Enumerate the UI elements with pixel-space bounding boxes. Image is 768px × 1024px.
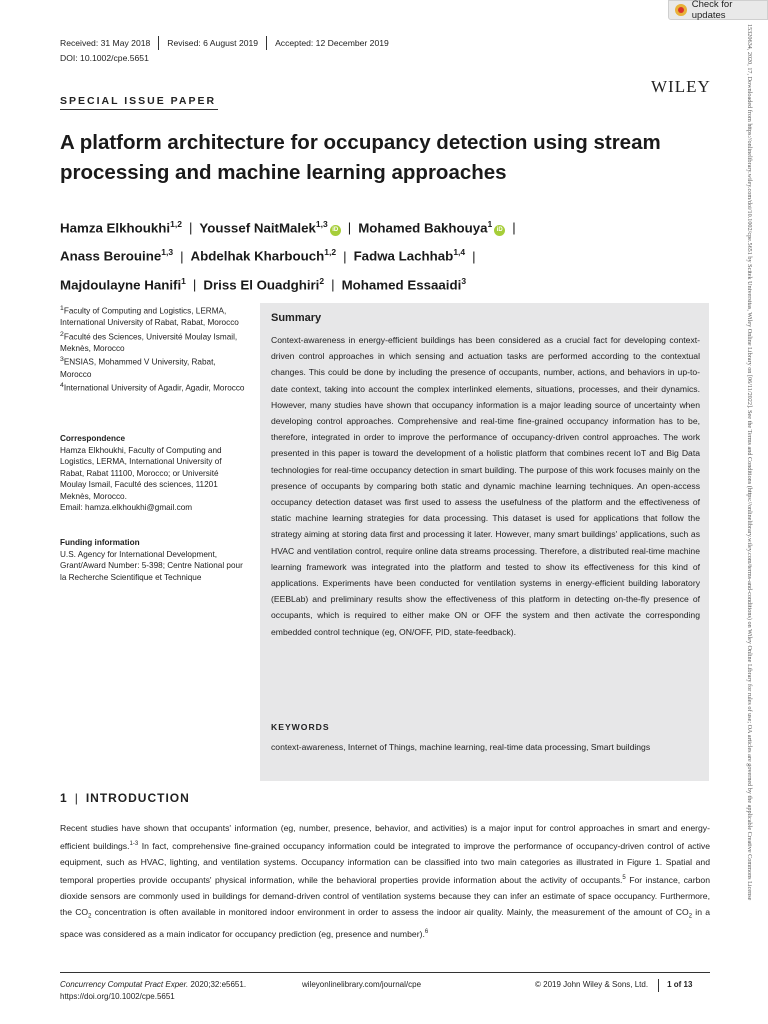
author-affil-ref: 3 [461, 275, 467, 286]
affiliation-item [60, 303, 245, 329]
journal-citation: 2020;32:e5651. [188, 980, 247, 989]
correspondence [60, 433, 245, 514]
paragraph-text: Recent studies have shown that occupants' information (eg, number, presence, behavior, and activities) is a major input for control approaches in smart and energy-efficient buildings. [60, 823, 710, 851]
funding-text: U.S. Agency for International Development, Grant/Award Number: 5-398; Centre National pour la Recherche Scientifique et Technique [60, 549, 243, 582]
paragraph-text: concentration is often available in monitored indoor environment in order to assess the indoor air quality. Mainly, the measurement of the amount of CO [91, 906, 689, 917]
journal-name: Concurrency Computat Pract Exper. [60, 980, 189, 989]
affiliation-number: 1 [60, 305, 64, 312]
author-affil-ref: 1,2 [170, 219, 182, 229]
accepted-date: Accepted: 12 December 2019 [275, 38, 389, 48]
funding-information [60, 537, 245, 583]
summary-text: Context-awareness in energy-efficient buildings has been considered as a crucial fact for developing context-driven control approaches in which sensing and actuation tasks are performed according to the contextual changes. This could be done by including the presence of occupants, number, actions, and behaviors in up-to-date context, taking into account the complex interlinked elements, situations, processes, and their dynamics. However, many studies have shown that occupancy information is a major leading source of uncertainty when developing control approaches. Comprehensive and real-time fine-grained occupancy information has to be, therefore, integrated in order to improve the performance of occupancy-driven control approaches. The work presented in this paper is toward the development of a holistic platform that combines recent IoT and Big Data technologies for real-time occupancy detection in smart building. The purpose of this work focuses mainly on the presence of occupants by comparing both static and dynamic machine learning techniques. An open-access occupancy detection dataset was first used to assess the usefulness of the platform and the effectiveness of static machine learning strategies for data processing. This dataset is used for applications that follow the strategy aiming at storing data first and processing it later. However, many smart buildings' applications, such as HVAC and ventilation control, require online data streams processing. Therefore, a distributed real-time machine learning framework was integrated into the platform and tested to show its effectiveness for this kind of applications. Experiments have been conducted for ventilation systems in energy-efficient building laboratory (EEBLab) and preliminary results show the effectiveness of this platform in detecting on-the-fly presence of occupants, which is required to either make ON or OFF the system and then activate the corresponding embedded control technique (eg, ON/OFF, PID, state-feedback). [271, 335, 700, 637]
paper-title: A platform architecture for occupancy detection using stream processing and machine learning approaches [60, 131, 661, 184]
author-affil-ref: 1,2 [324, 247, 337, 258]
divider: | [192, 277, 197, 293]
author-line [60, 240, 720, 268]
divider [158, 36, 159, 50]
author-name: Driss El Ouadghiri [203, 277, 320, 293]
orcid-icon[interactable]: iD [330, 225, 341, 236]
paper-type: SPECIAL ISSUE PAPER [60, 95, 217, 107]
author-line [60, 212, 720, 240]
divider [266, 36, 267, 50]
crossmark-icon [675, 4, 687, 16]
author-line [60, 269, 720, 297]
correspondence-email[interactable]: Email: hamza.elkhoukhi@gmail.com [60, 503, 193, 512]
doi: DOI: 10.1002/cpe.5651 [60, 53, 149, 63]
divider: | [188, 220, 193, 236]
divider: | [512, 220, 516, 236]
paragraph-text: In fact, comprehensive fine-grained occupancy information could be integrated to improve the performance of occupancy-driven control of active equipment, such as HVAC, lighting, and ventilation systems. Occupancy information can be classified into two main categories as illustrated in Figure 1. Spatial and temporal properties provide occupants' physical information, while the behavioral properties provide information about the activity of occupants. [60, 840, 711, 885]
divider: | [472, 248, 476, 264]
check-for-updates-button[interactable] [668, 0, 768, 20]
paragraph-text: For instance, carbon dioxide sensors are commonly used in buildings for demand-driven control of ventilation systems because they can infer an estimate of space occupancy. Furthermore, the CO [60, 874, 710, 917]
affiliation-number: 2 [60, 330, 64, 338]
author-list [60, 212, 720, 297]
subscript: 2 [88, 913, 92, 920]
correspondence-text: Hamza Elkhoukhi, Faculty of Computing and Logistics, LERMA, International University of Rabat, Rabat 11100, Morocco; or Université Moulay Ismail, Faculté des sciences, 11201 Meknès, Morocco. [60, 445, 222, 501]
introduction-paragraph [60, 820, 710, 942]
author-name: Mohamed Bakhouya [358, 220, 488, 236]
page-number: 1 of 13 [667, 980, 693, 989]
author-affil-ref: 1 [181, 275, 186, 286]
divider: | [74, 791, 79, 805]
citation-ref[interactable]: 6 [424, 929, 429, 936]
author-name: Youssef NaitMalek [199, 220, 316, 236]
footer-right [535, 979, 692, 992]
affiliation-number: 4 [60, 382, 64, 390]
divider: | [347, 220, 352, 236]
download-note-text: 15320634, 2020, 17, Downloaded from https://onlinelibrary.wiley.com/doi/10.1002/cpe.5651 by Scitek Universitas, Wiley Online Library on [06/11/2022]. See the Terms and Conditions (https://onlinelibrary.wiley.com/terms-and-conditions) on Wiley Online Library for rules of use; OA articles are governed by the applicable Creative Commons License [746, 24, 753, 901]
author-name: Hamza Elkhoukhi [60, 220, 171, 236]
author-name: Majdoulayne Hanifi [60, 277, 182, 293]
keywords-heading: KEYWORDS [271, 722, 330, 732]
paper-type-underline [60, 109, 218, 110]
divider: | [331, 277, 335, 293]
paragraph-text: in a space was considered as a main indicator for occupancy prediction (eg, presence and number). [60, 906, 710, 940]
divider: | [180, 248, 184, 264]
author-affil-ref: 1,3 [161, 247, 174, 258]
affiliation-item [60, 354, 245, 380]
subscript: 2 [688, 913, 693, 920]
section-heading-introduction [60, 791, 190, 805]
correspondence-heading: Correspondence [60, 434, 126, 443]
download-note [742, 24, 756, 1014]
funding-heading: Funding information [60, 538, 140, 547]
orcid-icon[interactable]: iD [494, 225, 505, 236]
affiliation-text: Faculty of Computing and Logistics, LERMA, International University of Rabat, Rabat, Morocco [60, 306, 239, 328]
check-for-updates-label: Check for updates [691, 0, 733, 21]
publication-dates [60, 36, 389, 50]
affiliations [60, 303, 245, 394]
affiliation-text: ENSIAS, Mohammed V University, Rabat, Morocco [60, 358, 216, 379]
section-number: 1 [60, 791, 68, 805]
footer-citation [60, 979, 246, 1003]
footer-site-link[interactable]: wileyonlinelibrary.com/journal/cpe [302, 980, 422, 989]
footer-journal-line [60, 979, 246, 991]
author-name: Mohamed Essaaidi [341, 277, 462, 293]
summary-heading: Summary [271, 312, 322, 324]
author-affil-ref: 1,3 [315, 219, 328, 229]
author-affil-ref: 1,4 [453, 247, 466, 258]
citation-ref[interactable]: 5 [622, 874, 626, 881]
author-name: Fadwa Lachhab [353, 248, 454, 264]
affiliation-item [60, 380, 245, 394]
author-affil-ref: 2 [319, 275, 325, 286]
author-affil-ref: 1 [487, 219, 493, 229]
affiliation-item [60, 329, 245, 355]
keywords-text: context-awareness, Internet of Things, machine learning, real-time data processing, Smart buildings [271, 742, 651, 752]
footer-rule [60, 972, 710, 973]
revised-date: Revised: 6 August 2019 [167, 38, 259, 48]
section-title: INTRODUCTION [85, 791, 190, 805]
copyright: © 2019 John Wiley & Sons, Ltd. [535, 980, 649, 989]
affiliation-text: Faculté des Sciences, Université Moulay Ismail, Meknès, Morocco [60, 332, 238, 353]
publisher-logo: WILEY [651, 77, 711, 96]
summary-box [260, 303, 709, 781]
received-date: Received: 31 May 2018 [60, 38, 151, 48]
author-name: Abdelhak Kharbouch [190, 248, 325, 264]
affiliation-number: 3 [60, 356, 64, 364]
divider [658, 979, 659, 992]
author-name: Anass Berouine [60, 248, 162, 264]
divider: | [343, 248, 347, 264]
citation-ref[interactable]: 1-3 [129, 841, 139, 847]
footer-doi-link[interactable]: https://doi.org/10.1002/cpe.5651 [60, 992, 175, 1001]
affiliation-text: International University of Agadir, Agadir, Morocco [63, 383, 245, 393]
